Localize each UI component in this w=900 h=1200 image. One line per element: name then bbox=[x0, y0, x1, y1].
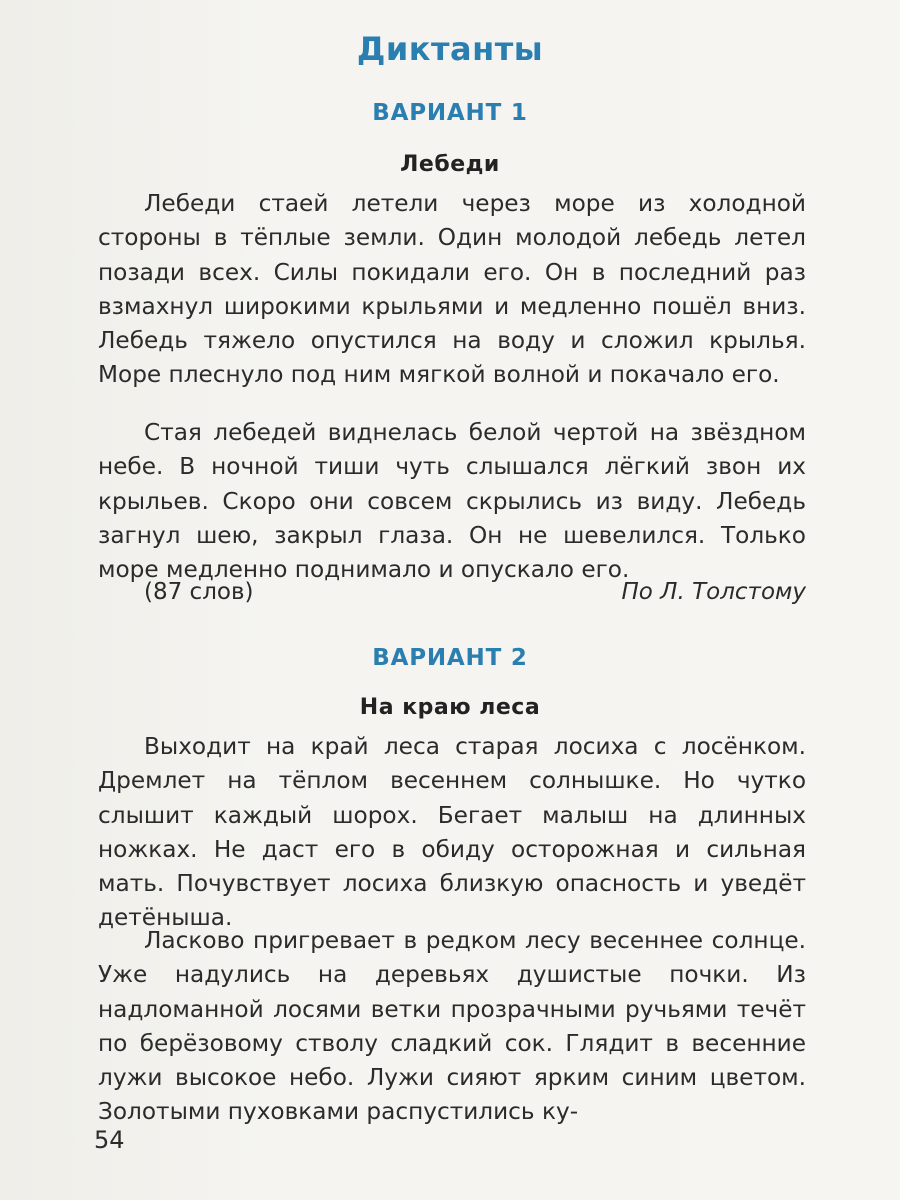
variant-2-paragraph-1: Выходит на край леса старая лосиха с лосёнком. Дремлет на тёплом весеннем солнышке. Но чутко слышит каждый шорох. Бегает малыш на длинных ножках. Не даст его в обиду осторожная и сильная мать. Почувствует лосиха близкую опасность и уведёт детёныша. bbox=[98, 733, 806, 932]
variant-1-paragraph-2: Стая лебедей виднелась белой чертой на звёздном небе. В ночной тиши чуть слышался лёгкий звон их крыльев. Скоро они совсем скрылись из виду. Лебедь загнул шею, закрыл глаза. Он не шевелился. Только море медленно поднимало и опускало его. bbox=[98, 419, 806, 584]
variant-2-paragraph-2: Ласково пригревает в редком лесу весеннее солнце. Уже надулись на деревьях душистые почки. Из надломанной лосями ветки прозрачными ручьями течёт по берёзовому стволу сладкий сок. Глядит в весенние лужи высокое небо. Лужи сияют ярким синим цветом. Золотыми пуховками распустились ку- bbox=[98, 927, 806, 1126]
variant-1-story-title: Лебеди bbox=[400, 152, 500, 177]
variant-1-heading: ВАРИАНТ 1 bbox=[372, 100, 528, 126]
page-number: 54 bbox=[94, 1126, 125, 1154]
variant-2-story-title: На краю леса bbox=[359, 695, 541, 720]
variant-1-author: По Л. Толстому bbox=[621, 579, 806, 605]
page-title: Диктанты bbox=[356, 30, 544, 68]
variant-1-paragraph-1: Лебеди стаей летели через море из холодной стороны в тёплые земли. Один молодой лебедь летел позади всех. Силы покидали его. Он в последний раз взмахнул широкими крыльями и медленно пошёл вниз. Лебедь тяжело опустился на воду и сложил крылья. Море плеснуло под ним мягкой волной и покачало его. bbox=[98, 190, 806, 389]
variant-1-word-count: (87 слов) bbox=[144, 579, 254, 605]
variant-2-heading: ВАРИАНТ 2 bbox=[372, 645, 528, 671]
